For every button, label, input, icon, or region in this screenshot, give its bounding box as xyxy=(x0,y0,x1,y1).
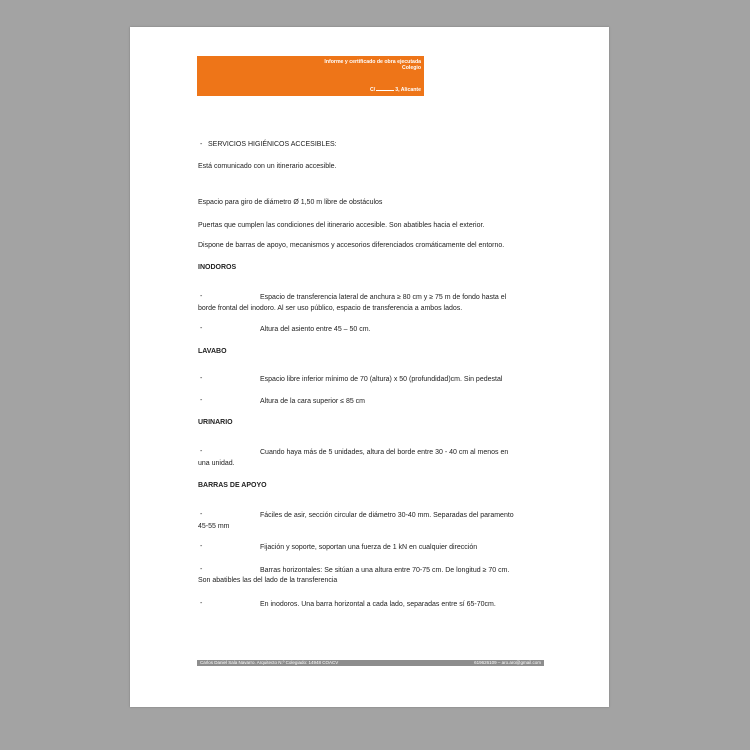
barras-item-1b: 45-55 mm xyxy=(198,523,230,530)
bullet: - xyxy=(200,141,203,148)
bullet: - xyxy=(200,375,203,382)
bullet: - xyxy=(200,543,203,550)
document-page xyxy=(130,27,609,707)
header-school: Colegio xyxy=(401,65,421,71)
urinario-item-1a: Cuando haya más de 5 unidades, altura del borde entre 30 - 40 cm al menos en xyxy=(260,449,509,456)
inodoros-item-1b: borde frontal del inodoro. Al ser uso público, espacio de transferencia a ambos lados. xyxy=(198,305,463,312)
bullet: - xyxy=(200,448,203,455)
bullet: - xyxy=(200,325,203,332)
lavabo-item-2: Altura de la cara superior ≤ 85 cm xyxy=(260,398,365,405)
bullet: - xyxy=(200,511,203,518)
barras-item-1a: Fáciles de asir, sección circular de diámetro 30-40 mm. Separadas del paramento xyxy=(260,512,514,519)
footer-bar xyxy=(197,660,544,666)
inodoros-item-1a: Espacio de transferencia lateral de anchura ≥ 80 cm y ≥ 75 m de fondo hasta el xyxy=(260,294,507,301)
intro-line-1: Está comunicado con un itinerario accesible. xyxy=(198,163,337,170)
section-title: SERVICIOS HIGIÉNICOS ACCESIBLES: xyxy=(208,141,337,148)
header-report-title: Informe y certificado de obra ejecutada xyxy=(324,59,421,65)
barras-item-4: En inodoros. Una barra horizontal a cada lado, separadas entre sí 65-70cm. xyxy=(260,601,496,608)
heading-urinario: URINARIO xyxy=(198,419,233,426)
urinario-item-1b: una unidad. xyxy=(198,460,235,467)
bullet: - xyxy=(200,397,203,404)
lavabo-item-1: Espacio libre inferior mínimo de 70 (altura) x 50 (profundidad)cm. Sin pedestal xyxy=(260,376,503,383)
intro-line-2: Espacio para giro de diámetro Ø 1,50 m libre de obstáculos xyxy=(198,199,383,206)
barras-item-3a: Barras horizontales: Se sitúan a una altura entre 70-75 cm. De longitud ≥ 70 cm. xyxy=(260,567,510,574)
heading-lavabo: LAVABO xyxy=(198,348,227,355)
bullet: - xyxy=(200,566,203,573)
inodoros-item-2: Altura del asiento entre 45 – 50 cm. xyxy=(260,326,371,333)
address-blank xyxy=(376,86,394,91)
header-address-prefix: C/ xyxy=(370,87,376,93)
bullet: - xyxy=(200,293,203,300)
footer-contact: 619626109 – aro.aro@gmail.com xyxy=(474,660,541,665)
header-address-suffix: 3, Alicante xyxy=(395,87,421,93)
intro-line-4: Dispone de barras de apoyo, mecanismos y accesorios diferenciados cromáticamente del entorno. xyxy=(198,242,505,249)
barras-item-2: Fijación y soporte, soportan una fuerza de 1 kN en cualquier dirección xyxy=(260,544,478,551)
barras-item-3b: Son abatibles las del lado de la transferencia xyxy=(198,577,338,584)
header-address xyxy=(370,86,421,93)
header-band xyxy=(197,56,424,96)
footer-author: Carlos Daniel Sala Navarro. Arquitecto N.º Colegiado: 14948 COACV xyxy=(200,660,339,665)
heading-barras: BARRAS DE APOYO xyxy=(198,482,267,489)
intro-line-3: Puertas que cumplen las condiciones del itinerario accesible. Son abatibles hacia el exterior. xyxy=(198,222,485,229)
bullet: - xyxy=(200,600,203,607)
heading-inodoros: INODOROS xyxy=(198,264,237,271)
